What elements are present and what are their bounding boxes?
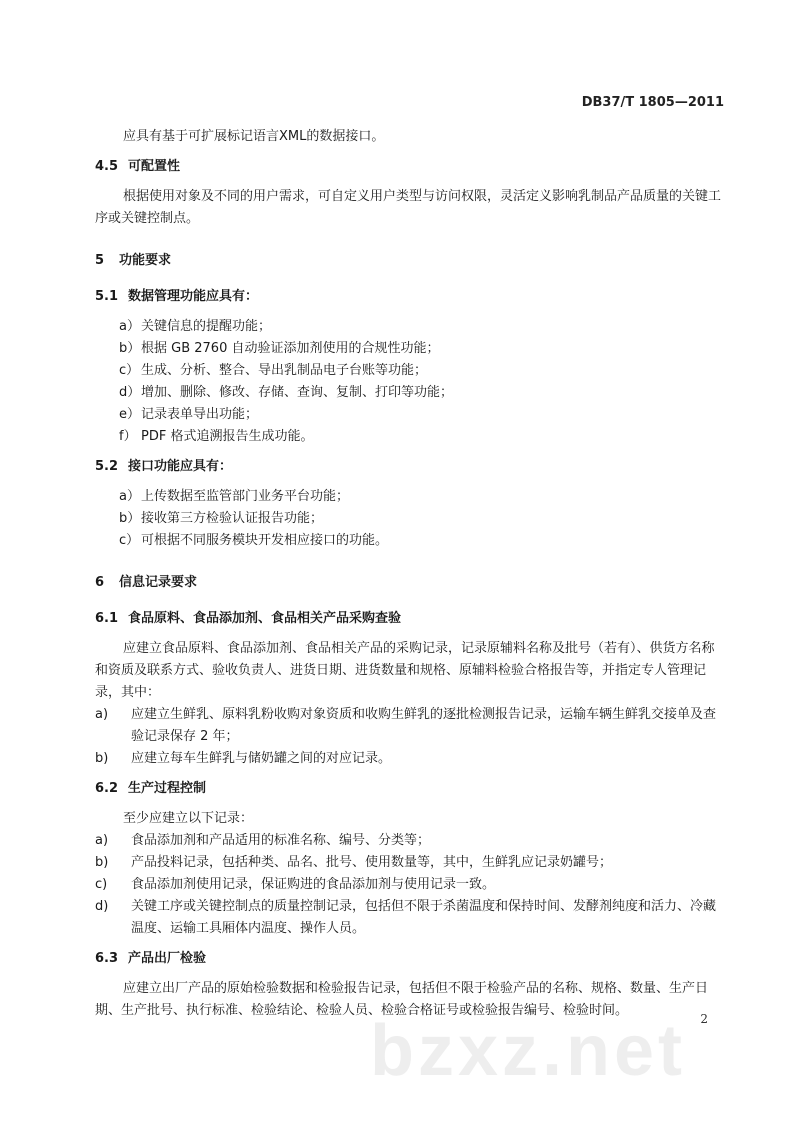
list-item xyxy=(95,508,723,530)
section-6-2-body: 至少应建立以下记录： xyxy=(123,811,254,826)
section-4-5-heading xyxy=(95,156,723,178)
list-text: 关键信息的提醒功能； xyxy=(141,319,272,334)
list-item xyxy=(95,486,723,508)
list-marker: c） xyxy=(119,533,140,548)
list-item xyxy=(95,426,723,448)
section-6-1-body: 应建立食品原料、食品添加剂、食品相关产品的采购记录，记录原辅料名称及批号（若有）、供货方名称和资质及联系方式、验收负责人、进货日期、进货数量和规格、原辅料检验合格报告等，并指定专人管理记录，其中： xyxy=(95,641,715,700)
list-text: 接收第三方检验认证报告功能； xyxy=(141,511,324,526)
list-item xyxy=(95,338,723,360)
list-marker: c） xyxy=(119,363,140,378)
section-title: 信息记录要求 xyxy=(119,575,198,590)
section-6-1-list xyxy=(95,704,723,770)
section-number: 6.2 xyxy=(95,781,119,796)
section-number: 6.1 xyxy=(95,611,119,626)
list-item xyxy=(95,360,723,382)
watermark-text: bzxz.net xyxy=(370,1011,687,1091)
list-text: 记录表单导出功能； xyxy=(141,407,259,422)
section-title: 接口功能应具有： xyxy=(128,459,233,474)
list-marker: b） xyxy=(119,511,141,526)
list-item xyxy=(95,874,723,896)
section-number: 5.1 xyxy=(95,289,119,304)
section-title: 产品出厂检验 xyxy=(128,951,207,966)
section-title: 可配置性 xyxy=(128,159,181,174)
list-text: 产品投料记录，包括种类、品名、批号、使用数量等，其中，生鲜乳应记录奶罐号； xyxy=(131,855,613,870)
list-marker: b) xyxy=(95,751,109,766)
list-item xyxy=(95,748,723,770)
list-marker: d） xyxy=(119,385,141,400)
section-title: 生产过程控制 xyxy=(128,781,207,796)
list-marker: a） xyxy=(119,319,140,334)
section-number: 6 xyxy=(95,575,105,590)
section-6-2-heading xyxy=(95,778,723,800)
list-item xyxy=(95,896,723,940)
section-5-2-list xyxy=(95,486,723,552)
intro-paragraph: 应具有基于可扩展标记语言XML的数据接口。 xyxy=(123,129,385,144)
list-marker: a） xyxy=(119,489,140,504)
section-6-3-heading xyxy=(95,948,723,970)
section-number: 6.3 xyxy=(95,951,119,966)
list-text: PDF 格式追溯报告生成功能。 xyxy=(141,429,314,444)
list-text: 增加、删除、修改、存储、查询、复制、打印等功能； xyxy=(141,385,454,400)
section-5-2-heading xyxy=(95,456,723,478)
section-5-1-list xyxy=(95,316,723,448)
document-body xyxy=(95,126,723,1022)
section-6-heading xyxy=(95,572,723,594)
list-text: 应建立每车生鲜乳与储奶罐之间的对应记录。 xyxy=(131,751,392,766)
list-text: 应建立生鲜乳、原料乳粉收购对象资质和收购生鲜乳的逐批检测报告记录，运输车辆生鲜乳交接单及查验记录保存 2 年； xyxy=(131,707,717,744)
section-title: 食品原料、食品添加剂、食品相关产品采购查验 xyxy=(128,611,402,626)
section-number: 5 xyxy=(95,253,105,268)
list-item xyxy=(95,404,723,426)
list-marker: d) xyxy=(95,899,109,914)
list-item xyxy=(95,830,723,852)
list-text: 上传数据至监管部门业务平台功能； xyxy=(141,489,350,504)
list-text: 生成、分析、整合、导出乳制品电子台账等功能； xyxy=(141,363,428,378)
section-number: 5.2 xyxy=(95,459,119,474)
list-item xyxy=(95,530,723,552)
list-text: 食品添加剂使用记录，保证购进的食品添加剂与使用记录一致。 xyxy=(131,877,496,892)
section-number: 4.5 xyxy=(95,159,119,174)
section-6-2-list xyxy=(95,830,723,940)
section-6-1-heading xyxy=(95,608,723,630)
list-marker: b） xyxy=(119,341,141,356)
list-item xyxy=(95,382,723,404)
list-marker: c) xyxy=(95,877,108,892)
list-marker: e） xyxy=(119,407,140,422)
section-4-5-body: 根据使用对象及不同的用户需求，可自定义用户类型与访问权限，灵活定义影响乳制品产品质量的关键工序或关键控制点。 xyxy=(95,189,722,226)
standard-code: DB37/T 1805—2011 xyxy=(581,95,724,110)
list-text: 根据 GB 2760 自动验证添加剂使用的合规性功能； xyxy=(141,341,440,356)
list-item xyxy=(95,852,723,874)
list-marker: b) xyxy=(95,855,109,870)
section-5-heading xyxy=(95,250,723,272)
list-marker: f） xyxy=(119,429,137,444)
list-item xyxy=(95,316,723,338)
list-item xyxy=(95,704,723,748)
section-5-1-heading xyxy=(95,286,723,308)
list-marker: a) xyxy=(95,833,109,848)
list-text: 可根据不同服务模块开发相应接口的功能。 xyxy=(141,533,389,548)
list-text: 食品添加剂和产品适用的标准名称、编号、分类等； xyxy=(131,833,431,848)
section-title: 数据管理功能应具有： xyxy=(128,289,259,304)
page-number: 2 xyxy=(700,1012,708,1026)
section-title: 功能要求 xyxy=(119,253,172,268)
list-text: 关键工序或关键控制点的质量控制记录，包括但不限于杀菌温度和保持时间、发酵剂纯度和活力、冷藏温度、运输工具厢体内温度、操作人员。 xyxy=(131,899,717,936)
section-6-3-body: 应建立出厂产品的原始检验数据和检验报告记录，包括但不限于检验产品的名称、规格、数量、生产日期、生产批号、执行标准、检验结论、检验人员、检验合格证号或检验报告编号、检验时间。 xyxy=(95,981,709,1018)
list-marker: a) xyxy=(95,707,109,722)
